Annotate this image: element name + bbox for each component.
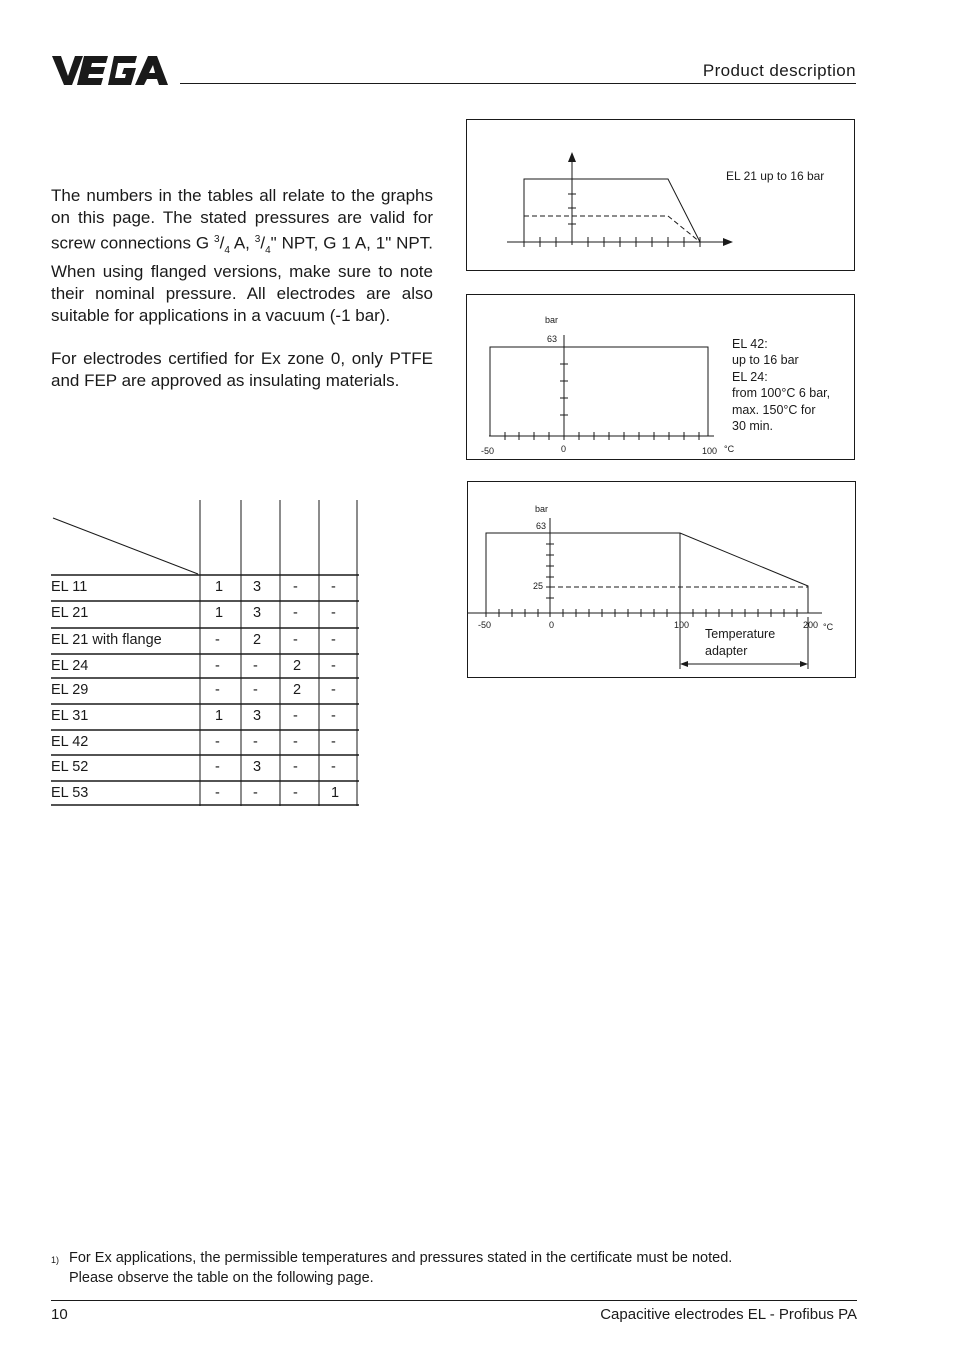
chart-2-note-line: EL 42: <box>732 337 768 351</box>
chart-3-x-unit: °C <box>823 622 834 632</box>
electrode-table <box>51 500 359 806</box>
chart-2-note-line: up to 16 bar <box>732 353 799 367</box>
chart-2-x-tick-neg50: -50 <box>481 446 495 456</box>
table-row: EL 21 with flange - 2 - - <box>51 632 336 648</box>
chart-2-y-tick-63: 63 <box>547 334 558 344</box>
footer-rule <box>51 1300 857 1301</box>
header-rule <box>180 83 856 84</box>
intro-paragraph-1: The numbers in the tables all relate to the graphs on this page. The stated pressures are valid for screw connections G $^3/_4$ A, $^3/_4$" NPT, G 1 A, 1" NPT. When using flanged versions, make sure to note their nominal pressure. All electrodes are also suitable for applications in a vacuum (-1 bar). <box>51 186 433 326</box>
chart-2-note-line: EL 24: <box>732 370 768 384</box>
intro-paragraph-2: For electrodes certified for Ex zone 0, only PTFE and FEP are approved as insulating materials. <box>51 348 433 390</box>
chart-3-x-tick-200: 200 <box>803 620 819 630</box>
chart-2-note-line: max. 150°C for <box>732 403 816 417</box>
chart-2-note-line: 30 min. <box>732 419 773 433</box>
chart-3-x-tick-neg50: -50 <box>478 620 492 630</box>
chart-3-y-tick-63: 63 <box>536 521 547 531</box>
intro-text <box>51 185 433 412</box>
chart-2 <box>466 294 855 460</box>
chart-3-y-tick-25: 25 <box>533 581 544 591</box>
table-row: EL 29 - - 2 - <box>51 682 336 698</box>
table-row: EL 53 - - - 1 <box>51 785 340 801</box>
vega-logo <box>52 52 174 88</box>
table-row: EL 24 - - 2 - <box>51 658 336 674</box>
table-row: EL 42 - - - - <box>51 734 336 750</box>
chart-2-x-tick-0: 0 <box>561 444 567 454</box>
table-row: EL 52 - 3 - - <box>51 759 336 775</box>
chart-1-note: EL 21 up to 16 bar <box>726 169 825 183</box>
chart-3-note-line: adapter <box>705 644 748 658</box>
chart-2-x-tick-100: 100 <box>702 446 718 456</box>
chart-1 <box>466 119 855 271</box>
document-title: Capacitive electrodes EL - Profibus PA <box>600 1306 857 1323</box>
chart-2-y-unit: bar <box>545 315 559 325</box>
section-title: Product description <box>702 61 856 80</box>
page-number: 10 <box>51 1306 68 1323</box>
table-row: EL 21 1 3 - - <box>51 605 336 621</box>
table-row: EL 31 1 3 - - <box>51 708 336 724</box>
chart-2-x-unit: °C <box>724 444 735 454</box>
footnote-text: For Ex applications, the permissible temperatures and pressures stated in the certificate must be noted. Please observe the table on the following page. <box>69 1250 733 1286</box>
chart-3-x-tick-100: 100 <box>674 620 690 630</box>
footnote-mark: 1) <box>51 1255 60 1265</box>
table-row: EL 11 1 3 - - <box>51 579 336 595</box>
chart-3-x-tick-0: 0 <box>549 620 555 630</box>
chart-3-y-unit: bar <box>535 504 549 514</box>
chart-3-note-line: Temperature <box>705 627 776 641</box>
chart-2-note-line: from 100°C 6 bar, <box>732 386 831 400</box>
chart-3 <box>467 481 856 678</box>
